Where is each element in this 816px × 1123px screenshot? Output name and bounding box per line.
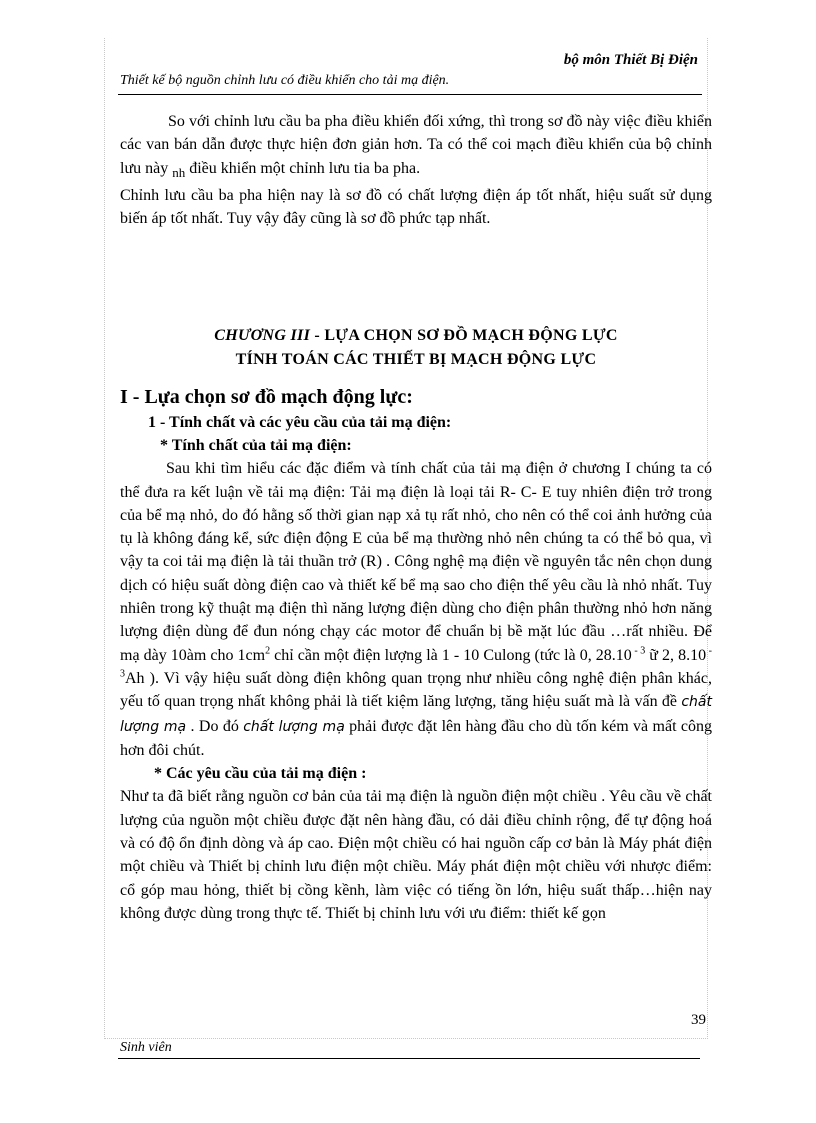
emphasis-text: chất lượng mạ: [120, 694, 712, 735]
footer-student: Sinh viên: [120, 1040, 172, 1055]
page-number: 39: [691, 1012, 706, 1028]
section-heading: I - Lựa chọn sơ đồ mạch động lực:: [120, 385, 413, 408]
body-text: Ah ). Vì vậy hiệu suất dòng điện không quan trọng như nhiều công nghệ điện phân khác, yếu tố quan trọng nhất không phải là tiết kiệm lăng lượng, tăng hiệu suất mà là vấn đề: [120, 669, 712, 711]
body-text: . Do đó: [186, 717, 244, 735]
superscript: - 3: [120, 645, 712, 680]
header-title: Thiết kế bộ nguồn chỉnh lưu có điều khiển cho tải mạ điện.: [120, 73, 450, 88]
intro-text-b: điều khiển một chỉnh lưu tia ba pha.: [185, 159, 421, 177]
intro-paragraph-1: [120, 110, 712, 184]
chapter-heading: [120, 324, 712, 372]
header-department: bộ môn Thiết Bị Điện: [563, 52, 698, 68]
subheading-properties: * Tính chất của tải mạ điện:: [160, 436, 352, 454]
intro-text-a: So với chỉnh lưu cầu ba pha điều khiển đối xứng, thì trong sơ đồ này việc điều khiển các van bán dẫn được thực hiện đơn giản hơn. Ta có thể coi mạch điều khiển của bộ chỉnh lưu này: [120, 113, 712, 177]
properties-paragraph: [120, 457, 712, 762]
subsection-heading: 1 - Tính chất và các yêu cầu của tải mạ điện:: [148, 413, 452, 431]
body-text: phải được đặt lên hàng đầu cho dù tốn kém và mất công hơn đôi chút.: [120, 717, 712, 759]
chapter-title-1: - LỰA CHỌN SƠ ĐỒ MẠCH ĐỘNG LỰC: [310, 326, 618, 344]
footer-rule: [118, 1058, 700, 1059]
chapter-label: CHƯƠNG III: [214, 326, 311, 344]
body-text: chỉ cần một điện lượng là 1 - 10 Culong (tức là 0, 28.10: [270, 646, 632, 664]
chapter-title-2: TÍNH TOÁN CÁC THIẾT BỊ MẠCH ĐỘNG LỰC: [235, 350, 597, 368]
body-text: Sau khi tìm hiểu các đặc điểm và tính chất của tải mạ điện ở chương I chúng ta có thể đưa ra kết luận về tải mạ điện: Tải mạ điện là loại tải R- C- E tuy nhiên điện trở trong của bể mạ nhỏ, do đó hằng số thời gian nạp xả tụ rất nhỏ, cho nên có thể coi ảnh hưởng của tụ là không đáng kể, sức điện động E của bể mạ thường nhỏ nên chúng ta có thể bỏ qua, vì vậy ta coi tải mạ điện là tải thuần trở (R) . Công nghệ mạ điện về nguyên tắc nên chọn dung dịch có hiệu suất dòng điện cao và thiết kế bể mạ sao cho điện thế yêu cầu là nhỏ nhất. Tuy nhiên trong kỹ thuật mạ điện thì năng lượng điện dùng cho điện phân thường nhỏ hơn năng lượng điện dùng để đun nóng chạy các motor để chuẩn bị bề mặt lúc đầu …rất nhiều. Để mạ dày 10àm cho 1cm: [120, 460, 712, 664]
emphasis-text: chất lượng mạ: [243, 718, 345, 735]
intro-paragraph-2: Chỉnh lưu cầu ba pha hiện nay là sơ đồ có chất lượng điện áp tốt nhất, hiệu suất sử dụng biến áp tốt nhất. Tuy vậy đây cũng là sơ đồ phức tạp nhất.: [120, 187, 712, 228]
subheading-requirements: * Các yêu cầu của tải mạ điện :: [154, 765, 367, 783]
spacer: [120, 231, 712, 324]
superscript: 2: [265, 645, 271, 657]
page-content: [120, 110, 712, 925]
body-text: ữ 2, 8.10: [645, 646, 707, 664]
intro-text-nh: nh: [172, 164, 186, 180]
requirements-paragraph: Như ta đã biết rằng nguồn cơ bản của tải mạ điện là nguồn điện một chiều . Yêu cầu về chất lượng của nguồn một chiều được đặt nên hàng đầu, có dải điều chỉnh rộng, để tự động hoá và có độ ổn định dòng và áp cao. Điện một chiều có hai nguồn cấp cơ bản là Máy phát điện một chiều và Thiết bị chỉnh lưu điện một chiều. Máy phát điện một chiều với nhược điểm: cổ góp mau hỏng, thiết bị cồng kềnh, làm việc có tiếng ồn lớn, hiệu suất thấp…hiện nay không được dùng trong thực tế. Thiết bị chỉnh lưu với ưu điểm: thiết kế gọn: [120, 788, 712, 922]
superscript: - 3: [631, 645, 646, 657]
header-rule: [118, 94, 702, 95]
